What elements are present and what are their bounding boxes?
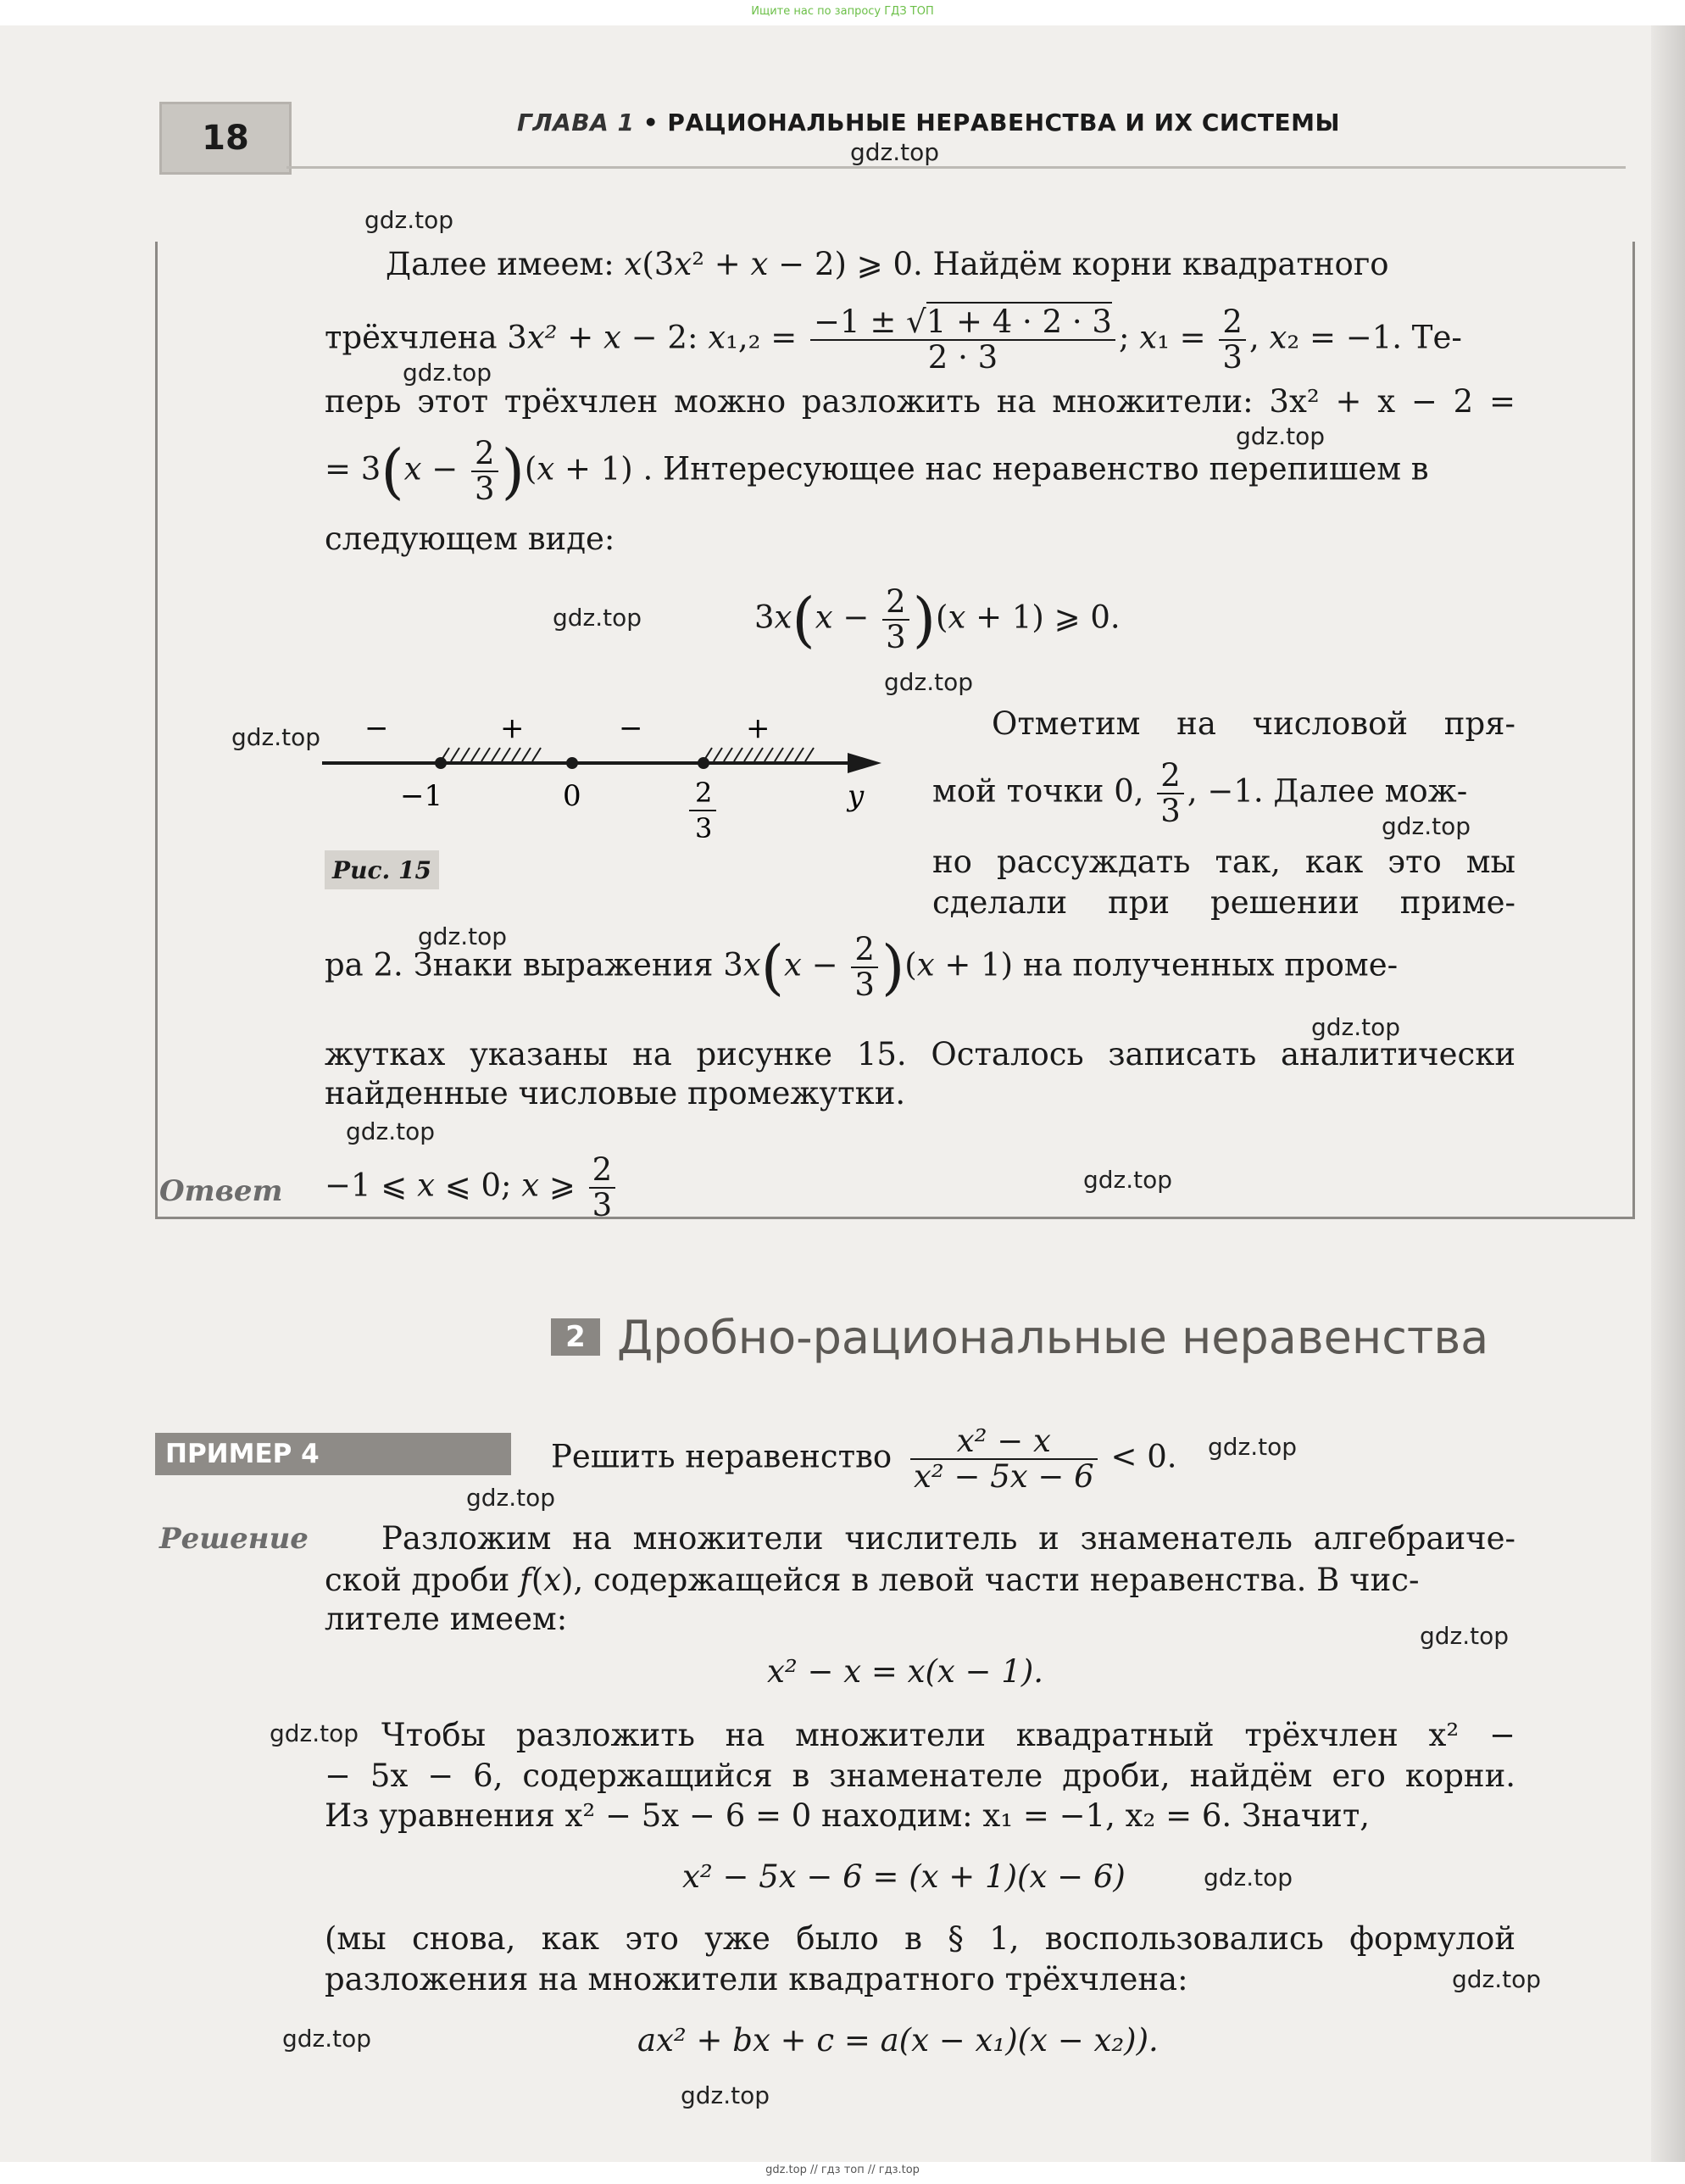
example-statement: Решить неравенство $\frac{\text{x² − x}}{\text{x² − 5x − 6}}$ < 0. bbox=[551, 1423, 1177, 1495]
solution-line-2: ской дроби f(x), содержащейся в левой части неравенства. В чис- bbox=[325, 1562, 1420, 1598]
watermark: gdz.top bbox=[364, 206, 454, 234]
text-line-6: ра 2. Знаки выражения 3x(x − $\frac{2}{3}$ )(x + 1) на полученных проме- bbox=[325, 931, 1399, 1003]
hatch-interval-1 bbox=[441, 748, 541, 761]
sign-4: + bbox=[746, 711, 770, 745]
watermark: gdz.top bbox=[418, 922, 508, 950]
solution-line-10: разложения на множители квадратного трёхчлена: bbox=[325, 1961, 1188, 1997]
watermark: gdz.top bbox=[403, 359, 492, 387]
watermark: gdz.top bbox=[1083, 1166, 1173, 1194]
axis-variable-label: y bbox=[848, 779, 865, 813]
text-right-1: Отметим на числовой пря- bbox=[992, 705, 1515, 742]
solution-line-7: Из уравнения x² − 5x − 6 = 0 находим: x₁ = −1, x₂ = 6. Значит, bbox=[325, 1797, 1371, 1834]
text-right-3: но рассуждать так, как это мы bbox=[932, 844, 1515, 880]
text-line-2: трёхчлена 3x² + x − 2: x₁,₂ = $\frac{-1 \pm √1 + 4 \cdot 2 \cdot 3}{2 \cdot 3}$ ; x₁ = $\frac{2}{3}$ , x₂ = −1. Те- bbox=[325, 304, 1462, 376]
page-number: 18 bbox=[159, 102, 292, 175]
text-line-7: жутках указаны на рисунке 15. Осталось записать аналитически bbox=[325, 1036, 1515, 1072]
text-line-1: Далее имеем: x(3x² + x − 2) ⩾ 0. Найдём корни квадратного bbox=[386, 246, 1389, 282]
number-line-figure bbox=[314, 710, 890, 855]
solution-line-6: − 5x − 6, содержащийся в знаменателе дроби, найдём его корни. bbox=[325, 1758, 1515, 1794]
solution-equation-3: ax² + bx + c = a(x − x₁)(x − x₂)). bbox=[637, 2022, 1159, 2059]
watermark: gdz.top bbox=[1208, 1433, 1298, 1461]
sign-3: − bbox=[619, 711, 643, 745]
tick-label-frac-den: 3 bbox=[695, 812, 713, 844]
axis-arrow bbox=[848, 753, 881, 773]
page-edge-shadow bbox=[1651, 25, 1685, 2162]
watermark: gdz.top bbox=[1236, 422, 1326, 450]
tick-label-zero: 0 bbox=[563, 779, 581, 813]
watermark: gdz.top bbox=[850, 138, 940, 166]
watermark: gdz.top bbox=[270, 1719, 359, 1747]
text-right-4: сделали при решении приме- bbox=[932, 884, 1515, 921]
watermark: gdz.top bbox=[346, 1117, 436, 1145]
inequality-equation: 3x(x − $\frac{2}{3}$ )(x + 1) ⩾ 0. bbox=[754, 583, 1121, 655]
answer-text: −1 ⩽ x ⩽ 0; x ⩾ $\frac{2}{3}$ bbox=[325, 1153, 619, 1223]
watermark: gdz.top bbox=[884, 668, 974, 696]
tick-label-minus-one: −1 bbox=[400, 779, 443, 813]
point-minus-one bbox=[435, 757, 447, 769]
solution-equation-2: x² − 5x − 6 = (x + 1)(x − 6) bbox=[682, 1858, 1126, 1895]
chapter-title-text: РАЦИОНАЛЬНЫЕ НЕРАВЕНСТВА И ИХ СИСТЕМЫ bbox=[667, 109, 1340, 136]
watermark: gdz.top bbox=[1204, 1864, 1293, 1892]
chapter-label: ГЛАВА 1 bbox=[517, 109, 635, 136]
text-line-4: = 3(x − $\frac{2}{3}$ )(x + 1) . Интересующее нас неравенство перепишем в bbox=[325, 435, 1429, 507]
example-label-bar: ПРИМЕР 4 bbox=[155, 1433, 511, 1475]
text-right-2: мой точки 0, $\frac{2}{3}$ , −1. Далее мож- bbox=[932, 757, 1468, 829]
point-two-thirds bbox=[698, 757, 709, 769]
solution-line-5: Чтобы разложить на множители квадратный трёхчлен x² − bbox=[381, 1717, 1515, 1753]
watermark: gdz.top bbox=[1311, 1013, 1401, 1041]
watermark: gdz.top bbox=[466, 1484, 556, 1512]
solution-line-9: (мы снова, как это уже было в § 1, воспользовались формулой bbox=[325, 1920, 1515, 1957]
chapter-bullet: • bbox=[642, 109, 659, 136]
root-fraction: $\frac{2}{3}$ bbox=[1219, 305, 1246, 375]
sign-1: − bbox=[364, 711, 389, 745]
figure-caption: Рис. 15 bbox=[325, 850, 439, 889]
section-title: Дробно-рациональные неравенства bbox=[617, 1311, 1489, 1364]
chapter-title bbox=[517, 109, 1340, 136]
solution-label: Решение bbox=[159, 1522, 309, 1556]
answer-label: Ответ bbox=[159, 1174, 283, 1208]
watermark: gdz.top bbox=[1382, 812, 1471, 840]
solution-line-1: Разложим на множители числитель и знаменатель алгебраиче- bbox=[381, 1520, 1515, 1557]
watermark: gdz.top bbox=[553, 604, 642, 632]
header-rule bbox=[286, 166, 1626, 169]
top-note: Ищите нас по запросу ГДЗ ТОП bbox=[751, 5, 934, 18]
sign-2: + bbox=[500, 711, 525, 745]
solution-line-3: лителе имеем: bbox=[325, 1601, 568, 1637]
watermark: gdz.top bbox=[681, 2081, 770, 2109]
solution-equation-1: x² − x = x(x − 1). bbox=[767, 1653, 1044, 1690]
bottom-note: gdz.top // гдз топ // гдз.top bbox=[765, 2164, 920, 2176]
point-zero bbox=[566, 757, 578, 769]
text-line-5: следующем виде: bbox=[325, 521, 615, 557]
text-line-3: перь этот трёхчлен можно разложить на множители: 3x² + x − 2 = bbox=[325, 383, 1515, 420]
roots-formula-fraction: $\frac{-1 \pm √1 + 4 \cdot 2 \cdot 3}{2 \cdot 3}$ bbox=[810, 305, 1115, 375]
tick-label-frac-num: 2 bbox=[695, 777, 713, 809]
section-number-badge: 2 bbox=[551, 1318, 600, 1356]
watermark: gdz.top bbox=[231, 723, 321, 751]
watermark: gdz.top bbox=[1420, 1622, 1510, 1650]
watermark: gdz.top bbox=[282, 2025, 372, 2053]
hatch-interval-2 bbox=[703, 748, 814, 761]
watermark: gdz.top bbox=[1452, 1965, 1542, 1993]
text-line-8: найденные числовые промежутки. bbox=[325, 1075, 906, 1112]
